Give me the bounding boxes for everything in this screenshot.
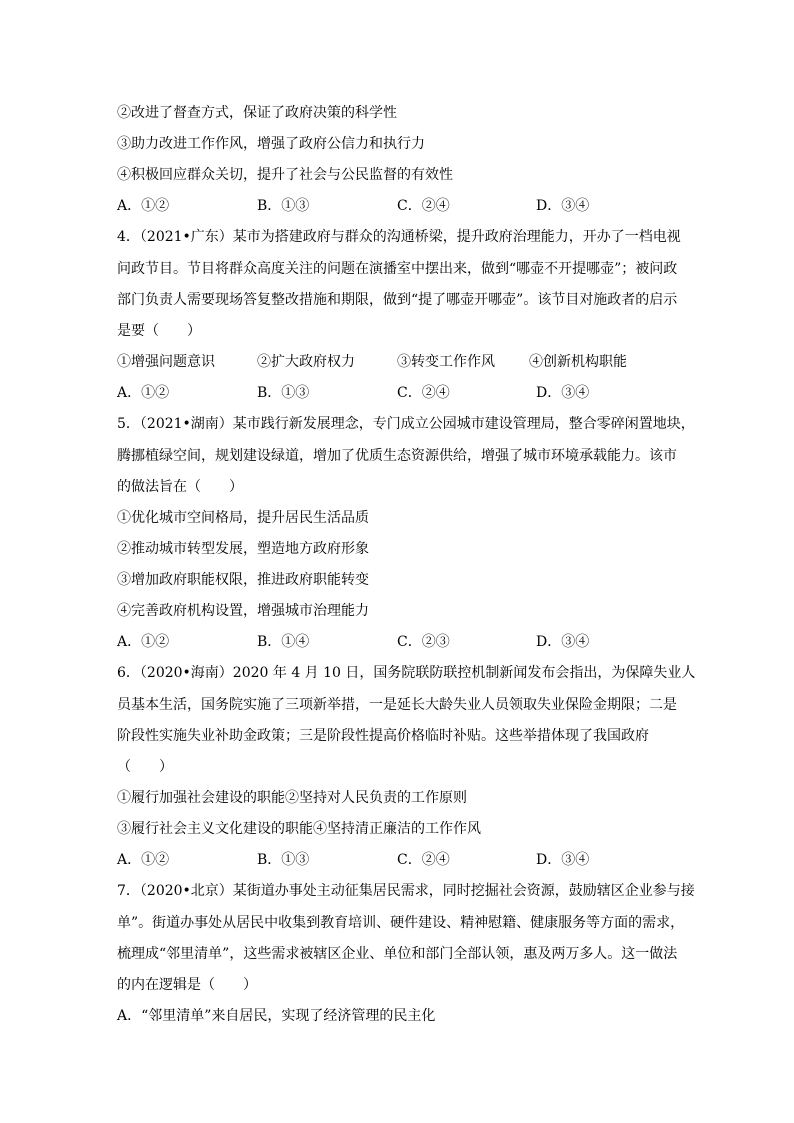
q4-stem-line-3: 部门负责人需要现场答复整改措施和期限，做到“提了哪壶开哪壶”。该节目对施政者的启示	[117, 292, 678, 308]
q7-stem-line-3: 梳理成“邻里清单”，这些需求被辖区企业、单位和部门全部认领，惠及两万多人。这一做法	[117, 946, 678, 962]
q4-option-b[interactable]: B．①③	[257, 385, 310, 401]
q3-statement-2: ②改进了督查方式，保证了政府决策的科学性	[117, 105, 397, 121]
q4-stem-line-1: 4．（2021•广东）某市为搭建政府与群众的沟通桥梁，提升政府治理能力，开办了一档电视	[117, 229, 681, 245]
q5-answer-options	[117, 633, 679, 651]
q6-stem-line-4: （ ）	[117, 759, 173, 775]
q3-option-a[interactable]: A．①②	[117, 198, 170, 214]
q5-stem-line-2: 腾挪植绿空间，规划建设绿道，增加了优质生态资源供给，增强了城市环境承载能力。该市	[117, 448, 677, 464]
q4-statement-1: ①增强问题意识	[117, 354, 215, 370]
q4-answer-options	[117, 384, 679, 402]
q3-option-b[interactable]: B．①③	[257, 198, 310, 214]
q4-option-a[interactable]: A．①②	[117, 385, 170, 401]
q5-statement-2: ②推动城市转型发展，塑造地方政府形象	[117, 541, 369, 557]
q4-statements	[117, 353, 679, 371]
q7-stem-line-4: 的内在逻辑是（ ）	[117, 977, 257, 993]
q6-statements-1-2: ①履行加强社会建设的职能②坚持对人民负责的工作原则	[117, 790, 467, 806]
q3-statement-3: ③助力改进工作作风，增强了政府公信力和执行力	[117, 136, 425, 152]
q6-stem-line-3: 阶段性实施失业补助金政策；三是阶段性提高价格临时补贴。这些举措体现了我国政府	[117, 728, 649, 744]
q6-stem-line-2: 员基本生活，国务院实施了三项新举措，一是延长大龄失业人员领取失业保险金期限；二是	[117, 697, 677, 713]
q5-option-d[interactable]: D．③④	[536, 634, 590, 650]
q4-option-d[interactable]: D．③④	[536, 385, 590, 401]
q5-option-c[interactable]: C．②③	[397, 634, 450, 650]
q4-stem-line-2: 问政节目。节目将群众高度关注的问题在演播室中摆出来，做到“哪壶不开提哪壶”；被问政	[117, 261, 678, 277]
q5-statement-1: ①优化城市空间格局，提升居民生活品质	[117, 510, 369, 526]
q7-stem-line-2: 单”。街道办事处从居民中收集到教育培训、硬件建设、精神慰籍、健康服务等方面的需求，	[117, 915, 685, 931]
q5-statement-3: ③增加政府职能权限，推进政府职能转变	[117, 572, 369, 588]
q7-option-a[interactable]: A．“邻里清单”来自居民，实现了经济管理的民主化	[117, 1008, 436, 1024]
q4-statement-4: ④创新机构职能	[529, 354, 627, 370]
q7-stem-line-1: 7．（2020•北京）某街道办事处主动征集居民需求，同时挖掘社会资源，鼓励辖区企业参与接	[117, 883, 695, 899]
q4-statement-3: ③转变工作作风	[397, 354, 495, 370]
q5-option-a[interactable]: A．①②	[117, 634, 170, 650]
q6-option-c[interactable]: C．②④	[397, 852, 450, 868]
q4-option-c[interactable]: C．②④	[397, 385, 450, 401]
q6-option-b[interactable]: B．①③	[257, 852, 310, 868]
q4-statement-2: ②扩大政府权力	[257, 354, 355, 370]
q5-stem-line-3: 的做法旨在（ ）	[117, 479, 243, 495]
q5-statement-4: ④完善政府机构设置，增强城市治理能力	[117, 603, 369, 619]
q6-stem-line-1: 6．（2020•海南）2020 年 4 月 10 日，国务院联防联控机制新闻发布会指出，为保障失业人	[117, 665, 696, 681]
q4-stem-line-4: 是要（ ）	[117, 323, 201, 339]
q3-option-c[interactable]: C．②④	[397, 198, 450, 214]
q3-statement-4: ④积极回应群众关切，提升了社会与公民监督的有效性	[117, 167, 453, 183]
q6-statements-3-4: ③履行社会主义文化建设的职能④坚持清正廉洁的工作作风	[117, 821, 481, 837]
q6-option-a[interactable]: A．①②	[117, 852, 170, 868]
q5-stem-line-1: 5．（2021•湖南）某市践行新发展理念，专门成立公园城市建设管理局，整合零碎闲置地块，	[117, 416, 695, 432]
q6-answer-options	[117, 851, 679, 869]
q3-answer-options	[117, 197, 679, 215]
q5-option-b[interactable]: B．①④	[257, 634, 310, 650]
q3-option-d[interactable]: D．③④	[536, 198, 590, 214]
q6-option-d[interactable]: D．③④	[536, 852, 590, 868]
